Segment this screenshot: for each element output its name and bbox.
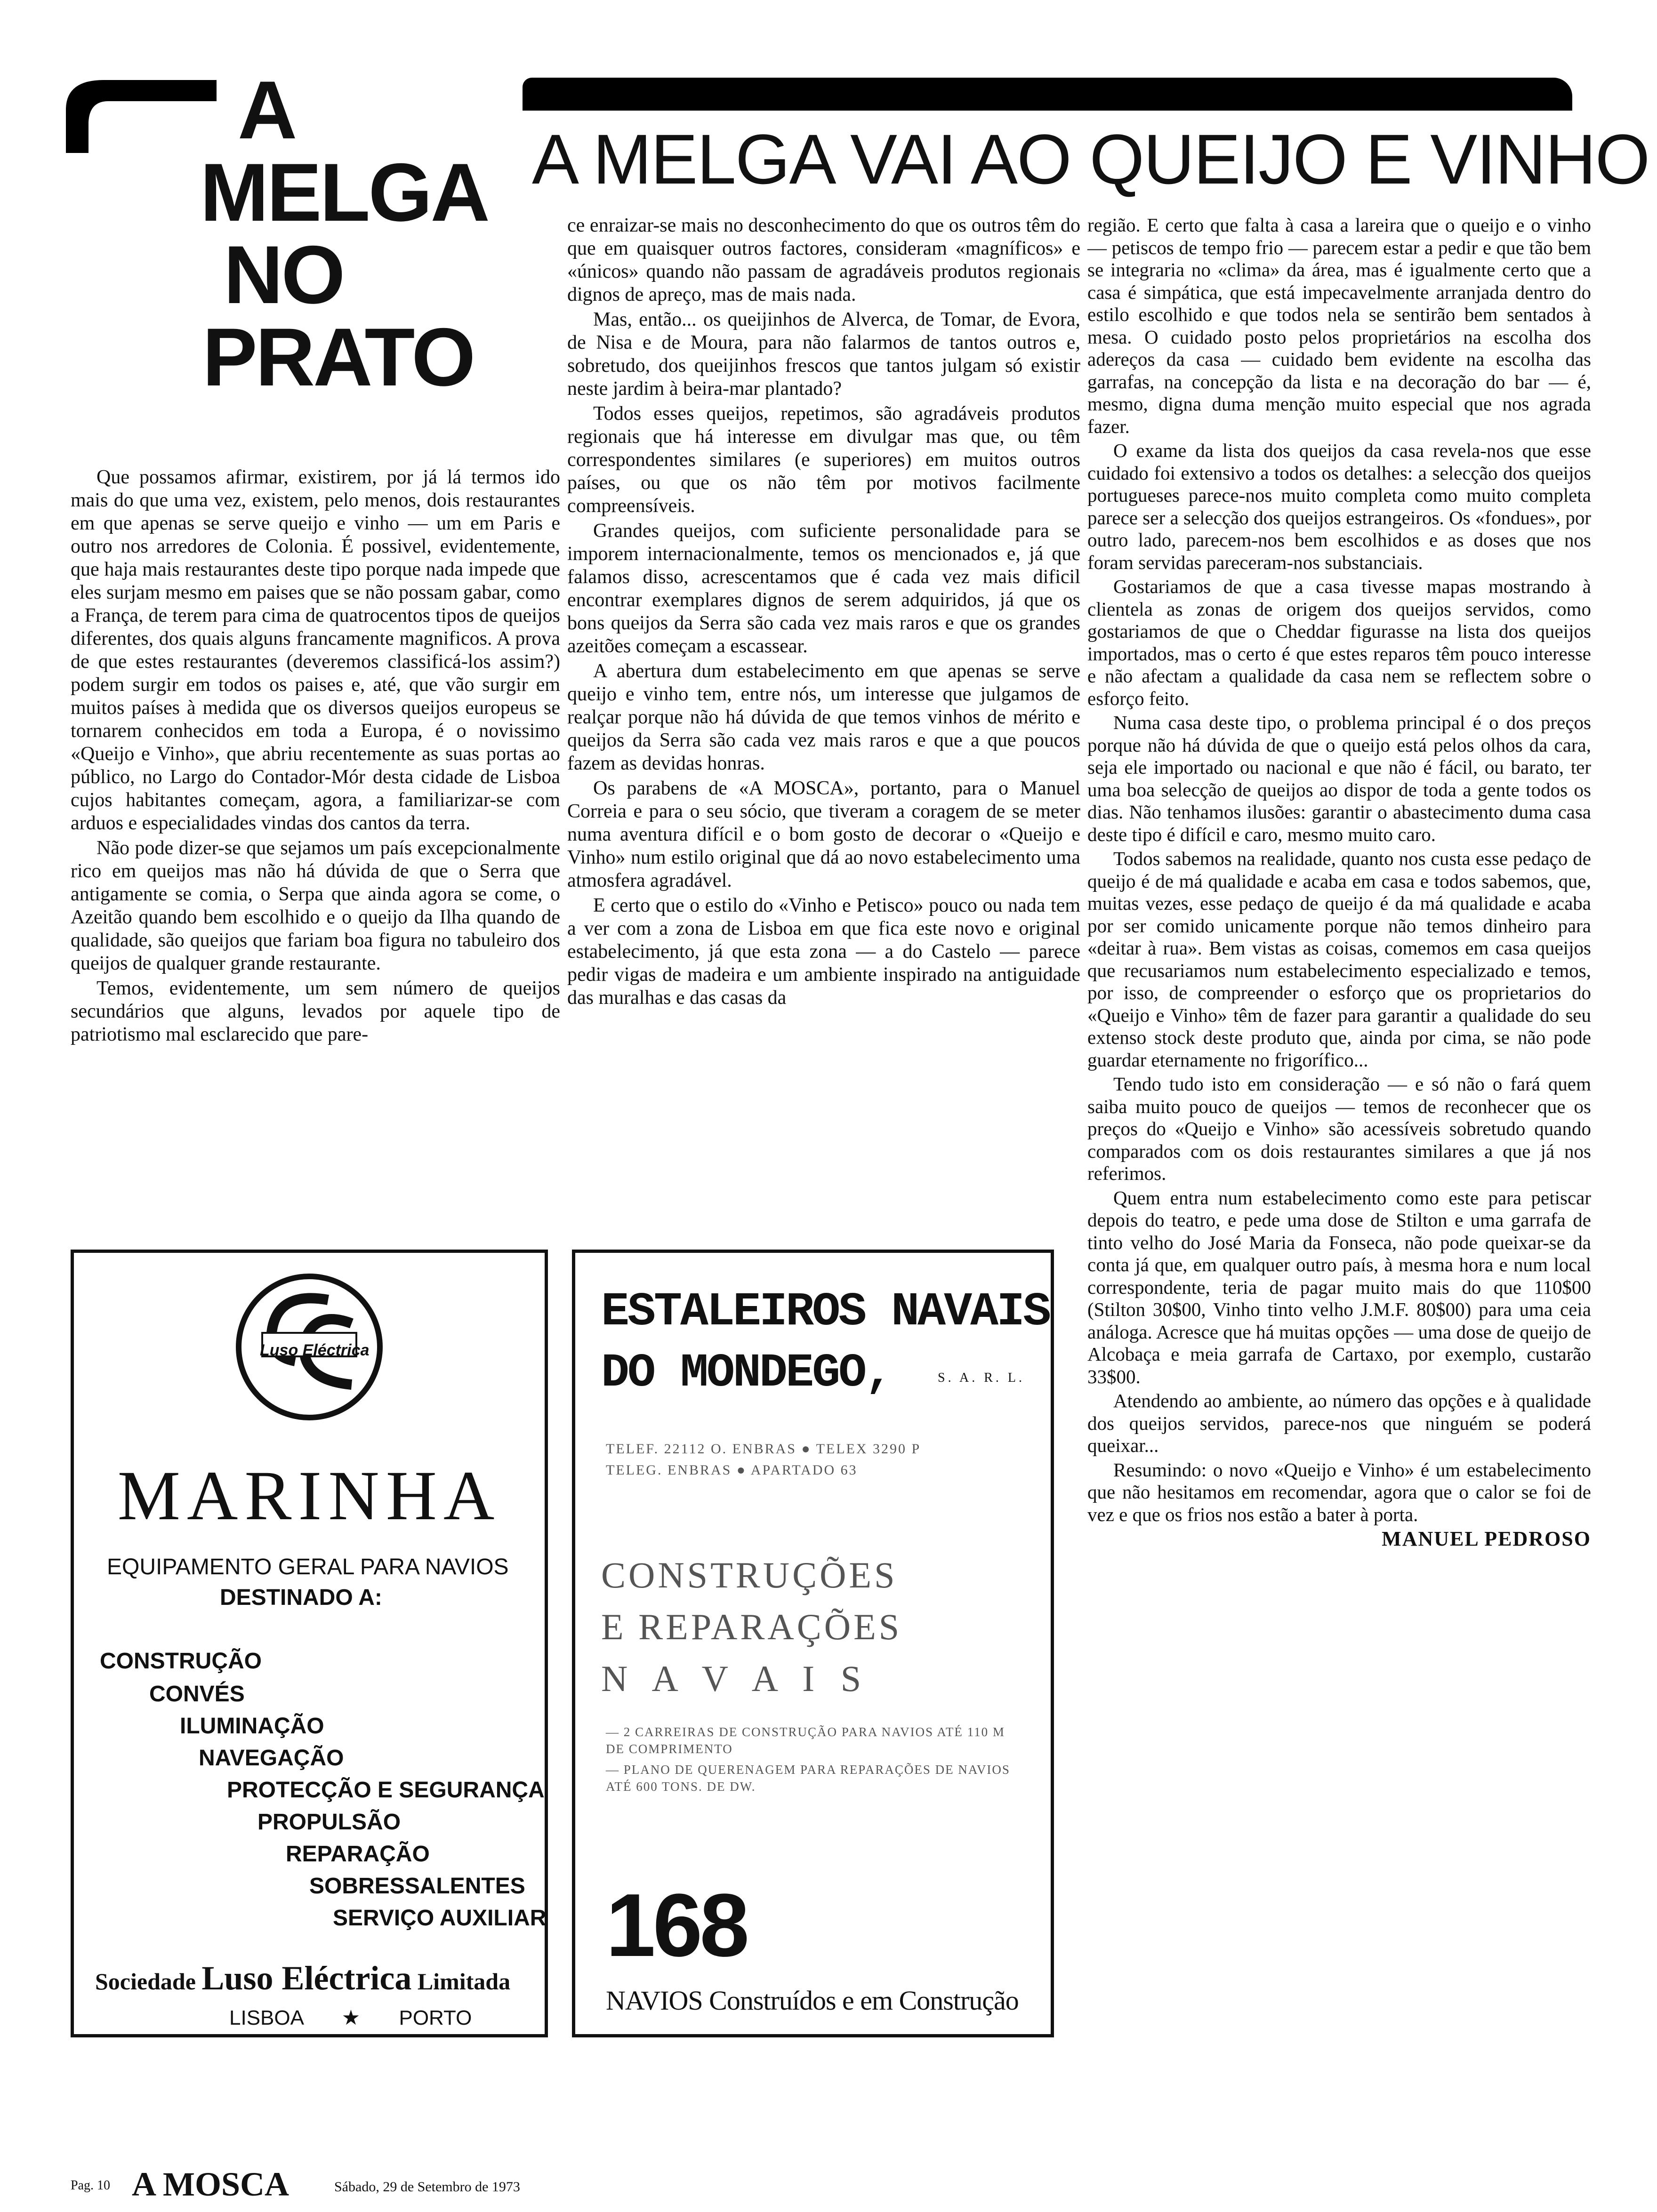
article-paragraph: Mas, então... os queijinhos de Alverca, de Tomar, de Evora, de Nisa e de Moura, para não falarmos de tantos outros e, sobretudo, dos queijinhos frescos que tantos julgam só existir neste jardim à beira-mar plantado? [567, 309, 1080, 400]
article-paragraph: Grandes queijos, com suficiente personalidade para se imporem internacionalmente, temos os mencionados e, já que falamos disso, acrescentamos que é cada vez mais dificil encontrar exemplares dignos de serem adquiridos, já que os bons queijos da Serra são cada vez mais raros e que os grandes azeitões começam a escassear. [567, 520, 1080, 657]
article-paragraph: ce enraizar-se mais no desconhecimento do que os outros têm do que em quaisquer outros factores, consideram «magníficos» e «únicos» quando não passam de agradáveis produtos regionais dignos de apreço, mas de mais nada. [567, 215, 1080, 305]
ad-estaleiros-suffix: S. A. R. L. [938, 1370, 1025, 1385]
article-paragraph: Temos, evidentemente, um sem número de queijos secundários que alguns, levados por aquele tipo de patriotismo mal esclarecido que pare- [71, 978, 560, 1045]
headline-bar [523, 78, 1572, 111]
article-paragraph: Resumindo: o novo «Queijo e Vinho» é um estabelecimento que não hesitamos em recomendar, agora que o calor se foi de vez e que os frios nos estão a bater à porta. [1087, 1459, 1591, 1525]
masthead: A MOSCA [132, 2165, 290, 2203]
ad-estaleiros-caption: NAVIOS Construídos e em Construção [606, 1985, 1019, 2016]
article-paragraph: Que possamos afirmar, existirem, por já lá termos ido mais do que uma vez, existem, pelo menos, dois restaurantes em que apenas se serve queijo e vinho — um em Paris e outro nos arredores de Colonia. É possivel, evidentemente, que haja mais restaurantes deste tipo porque nada impede que eles surjam mesmo em paises que se não possam gabar, como a França, de terem para cima de quatrocentos tipos de queijos diferentes, dos quais alguns francamente magnificos. A prova de que estes restaurantes (deveremos classificá-los assim?) podem surgir em todos os paises e, até, que vão surgir em muitos países à medida que os diversos queijos europeus se tornarem conhecidos em toda a Europa, é o novissimo «Queijo e Vinho», que abriu recentemente as suas portas ao público, no Largo do Contador-Mór desta cidade de Lisboa cujos habitantes começam, agora, a familiarizar-se com arduos e especialidades vindas dos cantos da terra. [71, 466, 560, 834]
ad-estaleiros-bullet: — 2 CARREIRAS DE CONSTRUÇÃO PARA NAVIOS ATÉ 110 M DE COMPRIMENTO [606, 1725, 1005, 1756]
page-footer [71, 2165, 635, 2203]
ad-marinha-cities [229, 2006, 472, 2030]
logo-word-a: A [238, 64, 296, 156]
ad-marinha-company [95, 1959, 510, 1998]
article-paragraph: Não pode dizer-se que sejamos um país excepcionalmente rico em queijos mas não há dúvida de que o Serra que antigamente se comia, o Serpa que ainda agora se come, o Azeitão quando bem escolhido e o queijo da Ilha quando de qualidade, são queijos que fariam boa figura no tabuleiro dos queijos de qualquer grande restaurante. [71, 837, 560, 974]
ad-marinha-item: SERVIÇO AUXILIAR [333, 1906, 547, 1931]
city: PORTO [399, 2006, 472, 2029]
article-paragraph: Todos esses queijos, repetimos, são agradáveis produtos regionais que há interesse em divulgar mas que, ou têm correspondentes similares (e superiores) em muitos outros países, ou que os não têm por motivos facilmente compreensíveis. [567, 403, 1080, 517]
ad-estaleiros-services: N A V A I S [601, 1658, 870, 1699]
ad-marinha-title: MARINHA [117, 1457, 501, 1535]
ad-estaleiros [572, 1250, 1054, 2037]
article-paragraph: região. E certo que falta à casa a lareira que o queijo e o vinho — petiscos de tempo frio — parecem estar a pedir e que tão bem se integraria no «clima» da área, mas é igualmente certo que a casa é simpática, que está impecavelmente arranjada dentro do estilo escolhido e que todos nela se sentirão bem sentados à mesa. O cuidado posto pelos proprietários na escolha dos adereços da casa — cuidado bem evidente na escolha das garrafas, na concepção da lista e na decoração do bar — é, mesmo, digna duma menção muito especial que nos agrada fazer. [1087, 214, 1591, 437]
ad-marinha-item: PROPULSÃO [257, 1810, 401, 1835]
article-paragraph: Quem entra num estabelecimento como este para petiscar depois do teatro, e pede uma dose de Stilton e uma garrafa de tinto velho do José Maria da Fonseca, não pode queixar-se da conta já que, em qualquer outro país, à mesma hora e num local correspondente, teria de pagar muito mais do que 110$00 (Stilton 30$00, Vinho tinto velho J.M.F. 80$00) para uma ceia análoga. Acresce que há muitas opções — uma dose de queijo de Alcobaça e meia garrafa de Cartaxo, por exemplo, custarão 33$00. [1087, 1186, 1591, 1387]
article-paragraph: Os parabens de «A MOSCA», portanto, para o Manuel Correia e para o seu sócio, que tiveram a coragem de se meter numa aventura difícil e o bom gosto de decorar o «Queijo e Vinho» num estilo original que dá ao novo estabelecimento uma atmosfera agradável. [567, 777, 1080, 891]
ad-marinha-item: CONSTRUÇÃO [100, 1649, 262, 1674]
ad-marinha-item: REPARAÇÃO [286, 1842, 430, 1867]
ad-marinha-item: NAVEGAÇÃO [199, 1746, 344, 1771]
ad-marinha-item: CONVÉS [149, 1682, 245, 1707]
headline: A MELGA VAI AO QUEIJO E VINHO [532, 120, 1649, 199]
article-column-1 [71, 466, 560, 1046]
ad-marinha-item: ILUMINAÇÃO [180, 1714, 324, 1739]
ad-estaleiros-title: DO MONDEGO, [601, 1347, 892, 1400]
article-paragraph: Gostariamos de que a casa tivesse mapas mostrando à clientela as zonas de origem dos queijos servidos, como gostariamos de que o Cheddar figurasse na lista dos queijos importados, mas o certo é que estes reparos têm pouco interesse e não afectam a qualidade da casa nem se reflectem sobre o esforço feito. [1087, 576, 1591, 709]
ad-estaleiros-number: 168 [606, 1875, 747, 1975]
ad-estaleiros-services: CONSTRUÇÕES [601, 1555, 898, 1595]
article-column-2 [567, 214, 1080, 1010]
article-column-3 [1087, 214, 1591, 1550]
ad-marinha-subtitle: DESTINADO A: [220, 1585, 382, 1610]
ad-marinha-item: SOBRESSALENTES [309, 1874, 525, 1899]
company-prefix: Sociedade [95, 1968, 196, 1995]
ad-estaleiros-contact: TELEG. ENBRAS ● APARTADO 63 [606, 1462, 858, 1478]
ad-marinha-subtitle: EQUIPAMENTO GERAL PARA NAVIOS [107, 1555, 509, 1579]
star-icon: ★ [341, 2006, 361, 2029]
article-paragraph: Todos sabemos na realidade, quanto nos custa esse pedaço de queijo é de má qualidade e acaba em casa e todos sabemos, que, muitas vezes, esse pedaço de queijo é da má qualidade e acaba por ser comido unicamente porque não temos dinheiro para «deitar à rua». Bem vistas as coisas, comemos em casa queijos que recusariamos num estabelecimento especializado e temos, por isso, de compreender o esforço que os proprietarios do «Queijo e Vinho» têm de fazer para garantir a qualidade do seu extenso stock deste produto que, ainda por cima, se não pode guardar eternamente no frigorífico... [1087, 848, 1591, 1071]
article-paragraph: Atendendo ao ambiente, ao número das opções e à qualidade dos queijos servidos, parece-nos que ninguém se poderá queixar... [1087, 1390, 1591, 1456]
city: LISBOA [229, 2006, 303, 2029]
company-suffix: Limitada [417, 1968, 511, 1995]
page-number: Pag. 10 [71, 2178, 110, 2193]
logo-word-melga: MELGA [200, 147, 488, 239]
ad-estaleiros-bullet: — PLANO DE QUERENAGEM PARA REPARAÇÕES DE NAVIOS ATÉ 600 TONS. DE DW. [606, 1763, 1010, 1794]
column-logo [61, 64, 532, 414]
ad-marinha [71, 1250, 548, 2037]
logo-label: Luso Eléctrica [260, 1341, 370, 1359]
ad-estaleiros-services: E REPARAÇÕES [601, 1606, 902, 1647]
article-paragraph: O exame da lista dos queijos da casa revela-nos que esse cuidado foi extensivo a todos os detalhes: a selecção dos queijos portugueses parece-nos muito completa como muito completa parece ser a selecção dos queijos estrangeiros. Os «fondues», por outro lado, parecem-nos bem escolhidos e as doses que nos foram servidas pareceram-nos substanciais. [1087, 440, 1591, 573]
article-paragraph: A abertura dum estabelecimento em que apenas se serve queijo e vinho tem, entre nós, um interesse que julgamos de realçar porque não há dúvida de que temos vinhos de mérito e queijos da Serra são cada vez mais raros e que a que poucos fazem as devidas honras. [567, 660, 1080, 774]
company-name: Luso Eléctrica [201, 1959, 412, 1997]
article-paragraph: E certo que o estilo do «Vinho e Petisco» pouco ou nada tem a ver com a zona de Lisboa em que fica este novo e original estabelecimento, já que esta zona — a do Castelo — parece pedir vigas de madeira e um ambiente inspirado na antiguidade das muralhas e das casas da [567, 895, 1080, 1009]
article-paragraph: Tendo tudo isto em consideração — e só não o fará quem saiba muito pouco de queijos — temos de reconhecer que os preços do «Queijo e Vinho» são acessíveis sobretudo quando comparados com os dois restaurantes similares a que já nos referimos. [1087, 1073, 1591, 1184]
byline: MANUEL PEDROSO [1382, 1527, 1591, 1550]
ad-estaleiros-title: ESTALEIROS NAVAIS [601, 1286, 1050, 1339]
logo-word-prato: PRATO [202, 312, 474, 403]
ad-marinha-item: PROTECÇÃO E SEGURANÇA [227, 1778, 545, 1803]
issue-date: Sábado, 29 de Setembro de 1973 [334, 2179, 520, 2195]
article-paragraph: Numa casa deste tipo, o problema principal é o dos preços porque não há dúvida de que o queijo está pelos olhos da cara, seja ele importado ou nacional e que não é fácil, ou barato, ter uma boa selecção de queijos ao dispor de toda a gente todos os dias. Não tenhamos ilusões: garantir o abastecimento duma casa deste tipo é difícil e caro, mesmo muito caro. [1087, 712, 1591, 845]
logo-word-no: NO [224, 229, 344, 321]
ad-estaleiros-contact: TELEF. 22112 O. ENBRAS ● TELEX 3290 P [606, 1441, 921, 1457]
logo-swoosh [61, 75, 217, 155]
